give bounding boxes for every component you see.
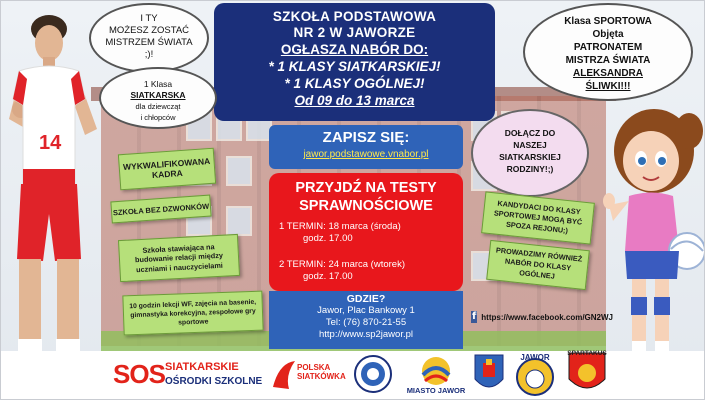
bubble-dolacz-line: DOŁĄCZ DO <box>504 128 556 138</box>
speech-bubble-volleyball-class <box>99 67 217 129</box>
building-window <box>226 156 252 186</box>
header-line-5: * 1 KLASY OGÓLNEJ! <box>284 76 425 91</box>
note-relationships: Szkoła stawiająca na budowanie relacji między uczniami i nauczycielami <box>118 234 240 282</box>
bubble-ty-line: ;)! <box>144 49 154 60</box>
facebook-url[interactable]: https://www.facebook.com/GN2WJ <box>481 312 613 322</box>
signup-link[interactable]: jawor.podstawowe.vnabor.pl <box>303 149 429 160</box>
signup-title: ZAPISZ SIĘ: <box>322 129 410 146</box>
location-website[interactable]: http://www.sp2jawor.pl <box>319 329 413 340</box>
note-no-bells: SZKOŁA BEZ DZWONKÓW <box>110 195 211 224</box>
announcement-header <box>214 3 495 121</box>
jersey-number: 14 <box>39 132 62 154</box>
test-time-1: godz. 17.00 <box>303 233 353 244</box>
volleyball-player-illustration <box>1 9 111 400</box>
location-phone: Tel: (76) 870-21-55 <box>325 317 407 328</box>
sos-logo-line-1: SIATKARSKIE <box>165 361 239 373</box>
header-line-3: OGŁASZA NABÓR DO: <box>280 42 429 57</box>
test-term-1: 1 TERMIN: 18 marca (środa) <box>279 221 401 232</box>
bubble-dolacz-line: RODZINY!;) <box>506 164 554 174</box>
bubble-sport-line: ALEKSANDRA <box>573 68 643 79</box>
location-title: GDZIE? <box>346 293 386 305</box>
bubble-dolacz-line: SIATKARSKIEJ <box>499 152 561 162</box>
bubble-ty-line: MISTRZEM ŚWIATA <box>105 37 193 48</box>
sos-logo-line-2: OŚRODKI SZKOLNE <box>165 376 263 387</box>
location-panel <box>269 291 463 349</box>
test-term-2: 2 TERMIN: 24 marca (wtorek) <box>279 259 405 270</box>
speech-bubble-join-family <box>471 109 589 197</box>
bubble-sport-line: Objęta <box>592 29 624 40</box>
tests-title-1: PRZYJDŹ NA TESTY <box>295 180 437 196</box>
facebook-link[interactable] <box>471 307 613 327</box>
club-emblem-logo <box>353 354 393 394</box>
bubble-sport-line: PATRONATEM <box>573 42 643 53</box>
note-qualified-staff: WYKWALIFIKOWANA KADRA <box>118 148 216 191</box>
bubble-klasa-line: SIATKARSKA <box>130 90 186 100</box>
facebook-icon: f <box>471 311 477 322</box>
bubble-sport-line: Klasa SPORTOWA <box>564 16 652 27</box>
note-general-class: PROWADZIMY RÓWNIEŻ NABÓR DO KLASY OGÓLNEJ <box>486 240 590 290</box>
test-time-2: godz. 17.00 <box>303 271 353 282</box>
tests-title-2: SPRAWNOŚCIOWE <box>299 198 433 214</box>
note-candidates-outside-area: KANDYDACI DO KLASY SPORTOWEJ MOGĄ BYĆ SPOZA REJONU;) <box>481 191 595 244</box>
jawor-crest-icon <box>473 353 505 395</box>
bubble-klasa-line: i chłopców <box>140 113 176 122</box>
header-line-4: * 1 KLASY SIATKARSKIEJ! <box>268 59 441 74</box>
jawor-club-text: JAWOR <box>520 353 550 362</box>
building-window <box>226 206 252 236</box>
speech-bubble-patronage <box>523 3 693 101</box>
note-pe-hours: 10 godzin lekcji WF, zajęcia na basenie, gimnastyka korekcyjna, zespołowe gry sportowe <box>122 291 263 336</box>
bubble-ty-line: I TY <box>140 13 158 24</box>
speech-bubble-champion <box>89 3 209 73</box>
polska-siatkowka-text: POLSKA SIATKÓWKA <box>297 363 346 381</box>
sos-logo: SOS <box>113 359 165 389</box>
bubble-sport-line: ŚLIWKI!!! <box>585 81 631 92</box>
miasto-jawor-text: MIASTO JAWOR <box>406 386 466 395</box>
bubble-klasa-line: dla dziewcząt <box>135 102 181 111</box>
bubble-ty-line: MOŻESZ ZOSTAĆ <box>108 25 190 36</box>
bubble-klasa-line: 1 Klasa <box>143 79 173 89</box>
bubble-dolacz-line: NASZEJ <box>513 140 547 150</box>
fitness-tests-panel <box>269 173 463 291</box>
spartakus-text: SPARTAKUS <box>567 350 607 357</box>
header-line-1: SZKOŁA PODSTAWOWA <box>272 9 437 24</box>
bubble-sport-line: MISTRZA ŚWIATA <box>565 55 651 66</box>
header-line-6: Od 09 do 13 marca <box>294 93 415 108</box>
location-address: Jawor, Plac Bankowy 1 <box>317 305 415 316</box>
signup-panel <box>269 125 463 169</box>
header-line-2: NR 2 W JAWORZE <box>293 25 416 40</box>
